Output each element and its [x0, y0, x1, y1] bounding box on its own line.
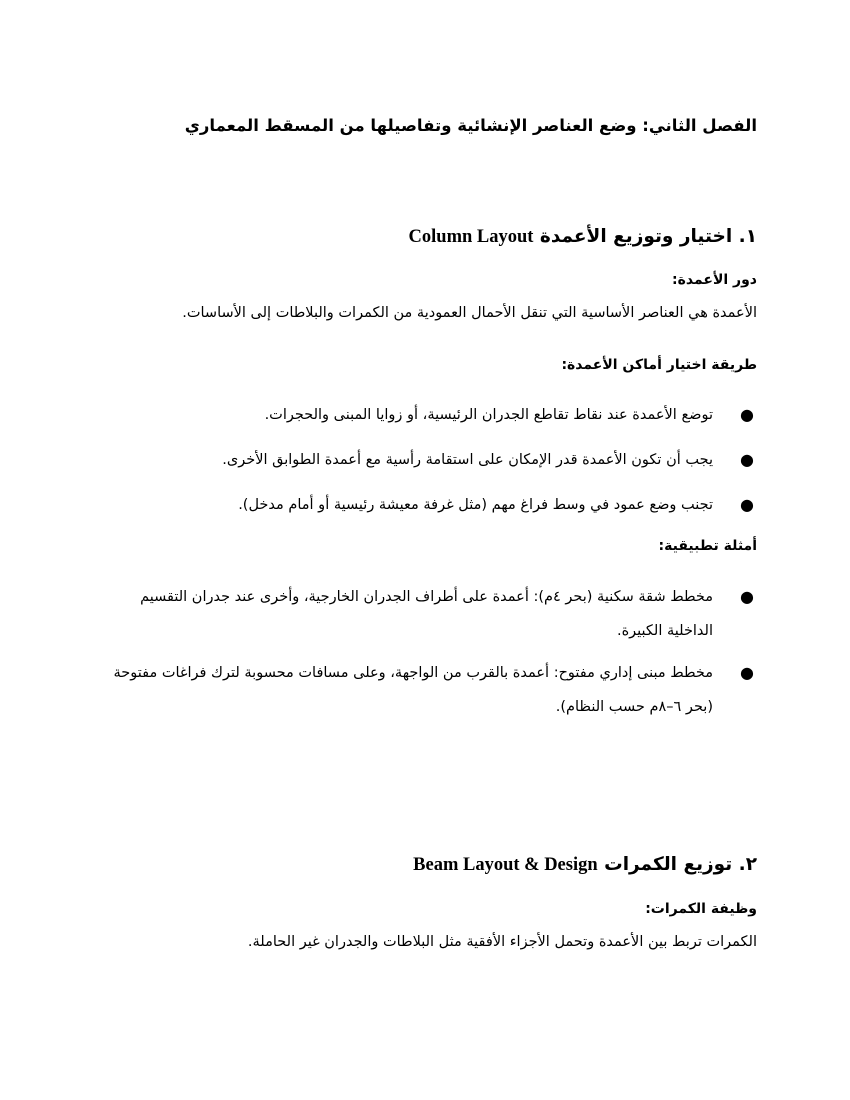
section-1-title-ar: اختيار وتوزيع الأعمدة — [539, 226, 733, 247]
section-1-title-en: Column Layout — [408, 227, 534, 247]
section-2-heading — [413, 854, 757, 876]
section-2-number: ٢. — [738, 854, 757, 875]
section-1-number: ١. — [738, 226, 757, 247]
beam-function-heading: وظيفة الكمرات: — [645, 901, 757, 917]
list-item — [90, 398, 757, 432]
list-item-text: توضع الأعمدة عند نقاط تقاطع الجدران الرئيسية، أو زوايا المبنى والحجرات. — [264, 407, 713, 423]
list-item — [90, 656, 757, 724]
list-item — [90, 488, 757, 522]
beam-function-text: الكمرات تربط بين الأعمدة وتحمل الأجزاء الأفقية مثل البلاطات والجدران غير الحاملة. — [247, 934, 757, 950]
list-item — [90, 443, 757, 477]
list-item-text: يجب أن تكون الأعمدة قدر الإمكان على استقامة رأسية مع أعمدة الطوابق الأخرى. — [222, 452, 713, 468]
list-item — [90, 580, 757, 648]
list-item-text: مخطط مبنى إداري مفتوح: أعمدة بالقرب من الواجهة، وعلى مسافات محسوبة لترك فراغات مفتوحة (بحر ٦–٨م حسب النظام). — [113, 665, 713, 715]
column-role-text: الأعمدة هي العناصر الأساسية التي تنقل الأحمال العمودية من الكمرات والبلاطات إلى الأساسات. — [182, 305, 757, 321]
bullet-dot-icon: ● — [740, 663, 754, 682]
section-2-title-en: Beam Layout & Design — [413, 855, 598, 875]
column-role-heading: دور الأعمدة: — [672, 272, 757, 288]
chapter-title: الفصل الثاني: وضع العناصر الإنشائية وتفاصيلها من المسقط المعماري — [184, 116, 757, 135]
bullet-dot-icon: ● — [740, 587, 754, 606]
column-method-list — [90, 398, 757, 533]
column-method-heading: طريقة اختيار أماكن الأعمدة: — [561, 357, 757, 373]
examples-list — [90, 580, 757, 732]
bullet-dot-icon: ● — [740, 495, 754, 514]
list-item-text: مخطط شقة سكنية (بحر ٤م): أعمدة على أطراف الجدران الخارجية، وأخرى عند جدران التقسيم الداخلية الكبيرة. — [140, 589, 713, 639]
bullet-dot-icon: ● — [740, 450, 754, 469]
bullet-dot-icon: ● — [740, 405, 754, 424]
list-item-text: تجنب وضع عمود في وسط فراغ مهم (مثل غرفة معيشة رئيسية أو أمام مدخل). — [238, 497, 713, 513]
section-1-heading — [409, 226, 757, 248]
examples-heading: أمثلة تطبيقية: — [658, 538, 757, 554]
section-2-title-ar: توزيع الكمرات — [604, 854, 733, 875]
